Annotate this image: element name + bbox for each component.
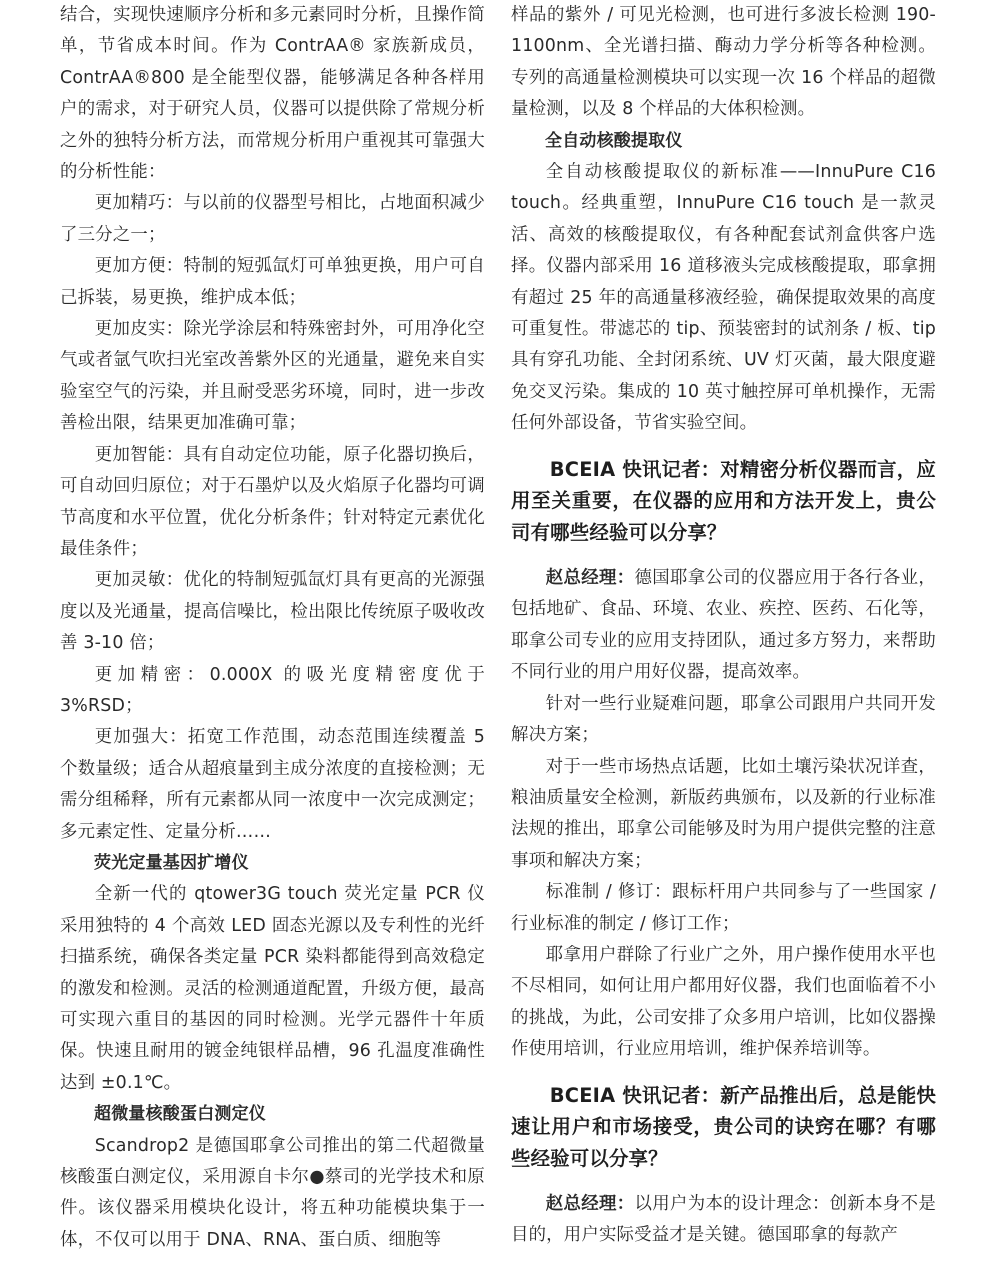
paragraph-contraa-intro: 结合，实现快速顺序分析和多元素同时分析，且操作简单，节省成本时间。作为 ContrAA® 家族新成员，ContrAA®800 是全能型仪器，能够满足各种各样用户的需求，对于研究人员，仪器可以提供除了常规分析之外的独特分析方法，而常规分析用户重视其可靠强大的分析性能： — [60, 5, 485, 183]
question-market-acceptance: BCEIA 快讯记者：新产品推出后，总是能快速让用户和市场接受，贵公司的诀窍在哪？有哪些经验可以分享？ — [511, 1083, 936, 1171]
answer-applications-text: 德国耶拿公司的仪器应用于各行各业，包括地矿、食品、环境、农业、疾控、医药、石化等，耶拿公司专业的应用支持团队，通过多方努力，来帮助不同行业的用户用好仪器，提高效率。 — [511, 568, 936, 683]
paragraph-powerful: 更加强大：拓宽工作范围，动态范围连续覆盖 5 个数量级；适合从超痕量到主成分浓度的直接检测；无需分组稀释，所有元素都从同一浓度中一次完成测定；多元素定性、定量分析…… — [60, 727, 485, 842]
paragraph-scandrop-continued: 样品的紫外 / 可见光检测，也可进行多波长检测 190-1100nm、全光谱扫描、酶动力学分析等各种检测。专列的高通量检测模块可以实现一次 16 个样品的超微量检测，以及 8 个样品的大体积检测。 — [511, 5, 936, 120]
question-applications: BCEIA 快讯记者：对精密分析仪器而言，应用至关重要，在仪器的应用和方法开发上，贵公司有哪些经验可以分享？ — [511, 457, 936, 545]
subheading-nucleic-extraction: 全自动核酸提取仪 — [545, 130, 683, 151]
paragraph-innupure: 全自动核酸提取仪的新标准——InnuPure C16 touch。经典重塑，InnuPure C16 touch 是一款灵活、高效的核酸提取仪，有各种配套试剂盒供客户选择。仪器内部采用 16 道移液头完成核酸提取，耶拿拥有超过 25 年的高通量移液经验，确保提取效果的高度可重复性。带滤芯的 tip、预装密封的试剂条 / 板、tip 具有穿孔功能、全封闭系统、UV 灯灭菌，最大限度避免交叉污染。集成的 10 英寸触控屏可单机操作，无需任何外部设备，节省实验空间。 — [511, 162, 936, 434]
paragraph-compact: 更加精巧：与以前的仪器型号相比，占地面积减少了三分之一； — [60, 193, 485, 245]
left-column — [60, 0, 485, 1256]
paragraph-robust: 更加皮实：除光学涂层和特殊密封外，可用净化空气或者氩气吹扫光室改善紫外区的光通量，避免来自实验室空气的污染，并且耐受恶劣环境，同时，进一步改善检出限，结果更加准确可靠； — [60, 319, 485, 434]
right-column — [511, 0, 936, 1252]
answer-applications — [511, 563, 936, 689]
paragraph-precise: 更加精密：0.000X 的吸光度精密度优于 3%RSD； — [60, 664, 485, 716]
paragraph-sensitive: 更加灵敏：优化的特制短弧氙灯具有更高的光源强度以及光通量，提高信噪比，检出限比传统原子吸收改善 3-10 倍； — [60, 570, 485, 654]
paragraph-qtower: 全新一代的 qtower3G touch 荧光定量 PCR 仪采用独特的 4 个高效 LED 固态光源以及专利性的光纤扫描系统，确保各类定量 PCR 染料都能得到高效稳定的激发和检测。灵活的检测通道配置，升级方便，最高可实现六重目的基因的同时检测。光学元器件十年质保。快速且耐用的镀金纯银样品槽，96 孔温度准确性达到 ±0.1℃。 — [60, 884, 485, 1093]
paragraph-market-topics: 对于一些市场热点话题，比如土壤污染状况详查，粮油质量安全检测，新版药典颁布，以及新的行业标准法规的推出，耶拿公司能够及时为用户提供完整的注意事项和解决方案； — [511, 756, 936, 871]
subheading-scandrop: 超微量核酸蛋白测定仪 — [94, 1104, 266, 1125]
paragraph-standards: 标准制 / 修订：跟标杆用户共同参与了一些国家 / 行业标准的制定 / 修订工作； — [511, 882, 936, 934]
answer-market-acceptance — [511, 1189, 936, 1252]
subheading-qpcr: 荧光定量基因扩增仪 — [94, 852, 249, 873]
answer-market-acceptance-text: 以用户为本的设计理念：创新本身不是目的，用户实际受益才是关键。德国耶拿的每款产 — [511, 1193, 936, 1246]
paragraph-joint-solutions: 针对一些行业疑难问题，耶拿公司跟用户共同开发解决方案； — [511, 693, 936, 746]
paragraph-training: 耶拿用户群除了行业广之外，用户操作使用水平也不尽相同，如何让用户都用好仪器，我们也面临着不小的挑战，为此，公司安排了众多用户培训，比如仪器操作使用培训，行业应用培训，维护保养培训等。 — [511, 944, 936, 1060]
paragraph-smart: 更加智能：具有自动定位功能，原子化器切换后，可自动回归原位；对于石墨炉以及火焰原子化器均可调节高度和水平位置，优化分析条件；针对特定元素优化最佳条件； — [60, 444, 485, 559]
answer-speaker-label: 赵总经理： — [545, 568, 635, 589]
paragraph-scandrop: Scandrop2 是德国耶拿公司推出的第二代超微量核酸蛋白测定仪，采用源自卡尔●蔡司的光学技术和原件。该仪器采用模块化设计，将五种功能模块集于一体，不仅可以用于 DNA、RNA、蛋白质、细胞等 — [60, 1135, 485, 1250]
answer-speaker-label-2: 赵总经理： — [545, 1193, 635, 1214]
paragraph-convenient: 更加方便：特制的短弧氙灯可单独更换，用户可自己拆装，易更换，维护成本低； — [60, 256, 485, 308]
